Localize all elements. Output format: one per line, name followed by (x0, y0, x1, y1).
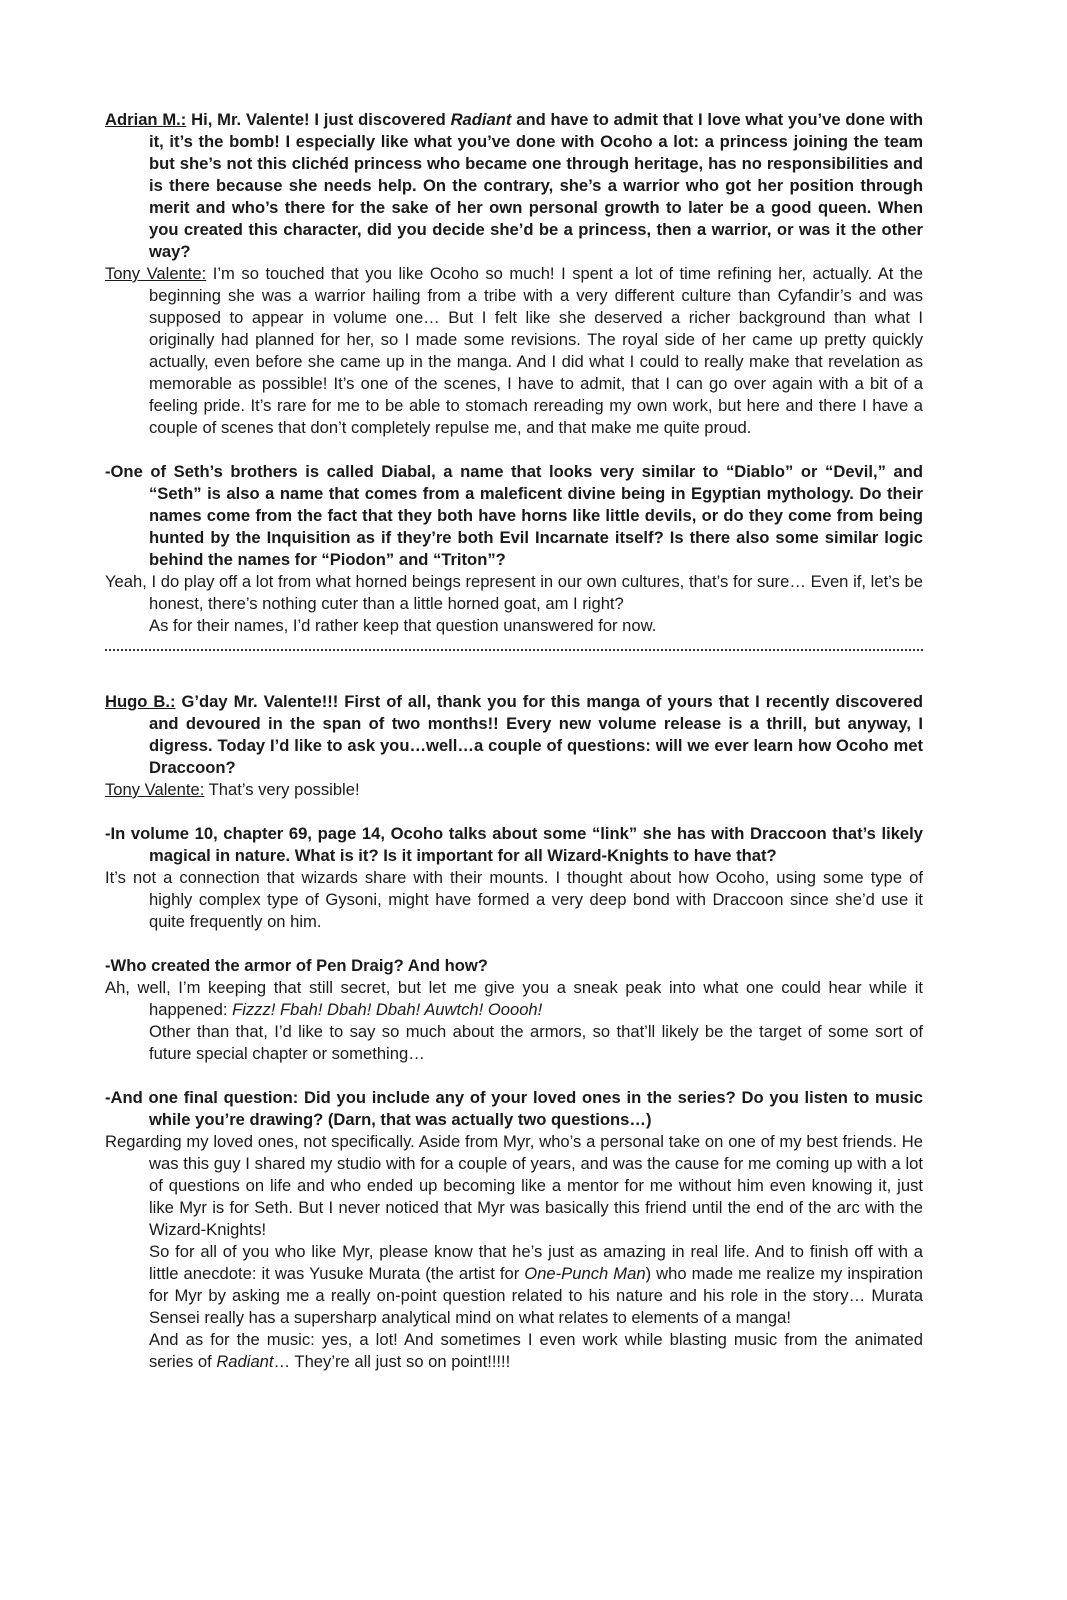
answer-text: And as for the music: yes, a lot! And sometimes I even work while blasting music from the animated series of (149, 1330, 923, 1371)
answer-diabal-continued: As for their names, I’d rather keep that question unanswered for now. (149, 616, 657, 635)
question-hugo (105, 691, 923, 779)
answer-italic: One-Punch Man (524, 1264, 646, 1283)
answer-italic: Fizzz! Fbah! Dbah! Dbah! Auwtch! Ooooh! (232, 1000, 543, 1019)
question-adrian (105, 109, 923, 263)
answer-text: I’m so touched that you like Ocoho so much! I spent a lot of time refining her, actually. At the beginning she was a warrior hailing from a tribe with a very different culture than Cyfandir’s and was supposed to appear in volume one… But I felt like she deserved a richer background than what I originally had planned for her, so I made some revisions. The royal side of her came up pretty quickly actually, even before she came up in the manga. And I did what I could to really make that revelation as memorable as possible! It’s one of the scenes, I have to admit, that I can go over again with a bit of a feeling pride. It’s rare for me to be able to stomach rereading my own work, but here and there I have a couple of scenes that don’t completely repulse me, and that make me quite proud. (149, 264, 923, 437)
answer-armor-continued: Other than that, I’d like to say so much about the armors, so that’ll likely be the target of some sort of future special chapter or something… (149, 1022, 923, 1063)
answer-diabal: Yeah, I do play off a lot from what horned beings represent in our own cultures, that’s for sure… Even if, let’s be honest, there’s nothing cuter than a little horned goat, am I right? (105, 572, 923, 613)
answer-text: … They’re all just so on point!!!!! (273, 1352, 511, 1371)
answer-text: Ah, well, I’m keeping that still secret, but let me give you a sneak peak into what one could hear while it happened: (105, 978, 923, 1019)
question-final: -And one final question: Did you include any of your loved ones in the series? Do you listen to music while you’re drawing? (Darn, that was actually two questions…) (105, 1088, 923, 1129)
speaker-name: Tony Valente: (105, 264, 207, 283)
speaker-name: Adrian M.: (105, 110, 187, 129)
answer-final-continued-2 (105, 1329, 923, 1373)
answer-final-continued-1 (105, 1241, 923, 1329)
question-diabal: -One of Seth’s brothers is called Diabal, a name that looks very similar to “Diablo” or “Devil,” and “Seth” is also a name that comes from a maleficent divine being in Egyptian mythology. Do their names come from the fact that they both have horns like little devils, or do they come from being hunted by the Inquisition as if they’re both Evil Incarnate itself? Is there also some similar logic behind the names for “Piodon” and “Triton”? (105, 462, 923, 569)
answer-italic: Radiant (216, 1352, 274, 1371)
answer-text: That’s very possible! (204, 780, 360, 799)
question-text: Hi, Mr. Valente! I just discovered (186, 110, 451, 129)
question-link: -In volume 10, chapter 69, page 14, Ocoho talks about some “link” she has with Draccoon that’s likely magical in nature. What is it? Is it important for all Wizard-Knights to have that? (105, 824, 923, 865)
answer-tony (105, 263, 923, 439)
speaker-name: Hugo B.: (105, 692, 176, 711)
question-text: and have to admit that I love what you’ve done with it, it’s the bomb! I especially like what you’ve done with Ocoho a lot: a princess joining the team but she’s not this clichéd princess who became one through heritage, has no responsibilities and is there because she needs help. On the contrary, she’s a warrior who got her position through merit and who’s there for the sake of her own personal growth to later be a good queen. When you created this character, did you decide she’d be a princess, then a warrior, or was it the other way? (149, 110, 923, 261)
answer-armor (105, 977, 923, 1021)
document-page (105, 109, 923, 1373)
question-armor: -Who created the armor of Pen Draig? And how? (105, 956, 488, 975)
answer-tony (105, 779, 923, 801)
answer-final: Regarding my loved ones, not specifically. Aside from Myr, who’s a personal take on one of my best friends. He was this guy I shared my studio with for a couple of years, and was the cause for me coming up with a lot of questions on life and who ended up becoming like a mentor for me without him even knowing it, just like Myr is for Seth. But I never noticed that Myr was basically this friend until the end of the arc with the Wizard-Knights! (105, 1132, 923, 1239)
answer-link: It’s not a connection that wizards share with their mounts. I thought about how Ocoho, using some type of highly complex type of Gysoni, might have formed a very deep bond with Draccoon since she’d use it quite frequently on him. (105, 868, 923, 931)
question-text: G’day Mr. Valente!!! First of all, thank you for this manga of yours that I recently discovered and devoured in the span of two months!! Every new volume release is a thrill, but anyway, I digress. Today I’d like to ask you…well…a couple of questions: will we ever learn how Ocoho met Draccoon? (149, 692, 923, 777)
speaker-name: Tony Valente: (105, 780, 205, 799)
answer-text: ) who made me realize my inspiration for Myr by asking me a really on-point question related to his nature and his role in the story… Murata Sensei really has a supersharp analytical mind on what relates to elements of a manga! (149, 1264, 923, 1327)
question-italic: Radiant (450, 110, 512, 129)
answer-text: So for all of you who like Myr, please know that he’s just as amazing in real life. And to finish off with a little anecdote: it was Yusuke Murata (the artist for (149, 1242, 923, 1283)
